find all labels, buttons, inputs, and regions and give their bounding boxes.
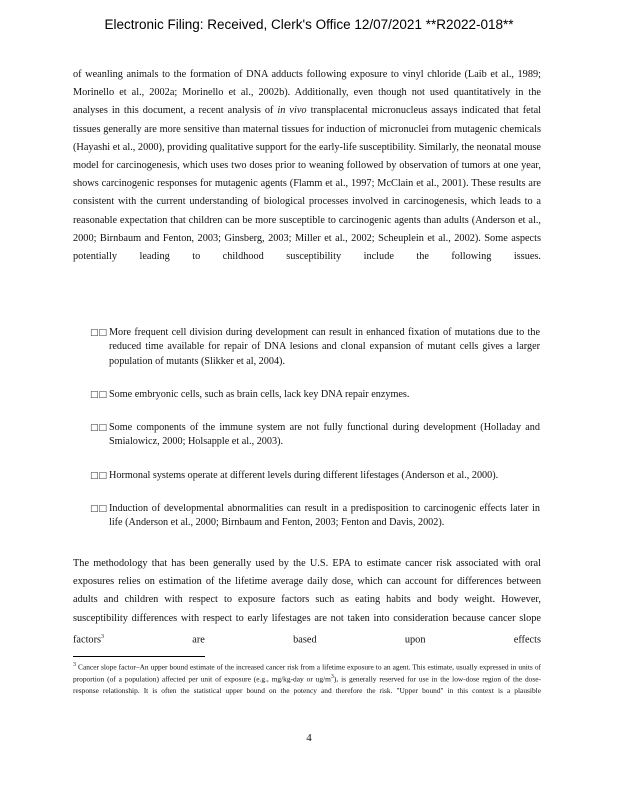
list-item xyxy=(90,421,540,450)
footnote xyxy=(73,660,541,696)
list-item-text: More frequent cell division during development can result in enhanced fixation of mutations due to the reduced time available for repair of DNA lesions and clonal expansion of mutant cells gives a larger population of mutants (Slikker et al, 2004). xyxy=(109,327,540,367)
footnote-superscript: 3 xyxy=(330,674,334,681)
bullet-glyph: □□ xyxy=(90,389,108,400)
paragraph-2 xyxy=(73,555,541,649)
bullet-glyph: □□ xyxy=(90,423,108,434)
paragraph-2-text: The methodology that has been generally used by the U.S. EPA to estimate cancer risk associated with oral exposures relies on estimation of the lifetime average daily dose, which can account for differences between adults and children with respect to exposure factors such as eating habits and body weight. However, susceptibility differences with respect to early lifestages are not taken into consideration because cancer slope factors xyxy=(73,558,541,646)
paragraph-1-text-b: transplacental micronucleus assays indicated that fetal tissues generally are more sensitive than maternal tissues for induction of micronuclei from mutagenic chemicals (Hayashi et al., 2000), providing qualitative support for the early-life susceptibility. Similarly, the neonatal mouse model for carcinogenesis, which uses two doses prior to weaning followed by observation of tumors at one year, shows carcinogenic responses for mutagenic agents (Flamm et al., 1997; McClain et al., 2001). These results are consistent with the current understanding of biological processes involved in carcinogenesis, which leads to a reasonable expectation that children can be more susceptible to carcinogenic agents than adults (Anderson et al., 2000; Birnbaum and Fenton, 2003; Ginsberg, 2003; Miller et al., 2002; Scheuplein et al., 2002). Some aspects potentially leading to childhood susceptibility include the following issues. xyxy=(73,105,542,263)
list-item-text: Hormonal systems operate at different levels during different lifestages (Anderson et al., 2000). xyxy=(109,469,499,481)
paragraph-1-italic: in vivo xyxy=(277,105,307,117)
list-item-text: Some components of the immune system are not fully functional during development (Holladay and Smialowicz, 2000; Holsapple et al., 2003). xyxy=(109,422,540,448)
paragraph-2-tail: are based upon effects xyxy=(104,634,541,646)
bullet-glyph: □□ xyxy=(90,470,108,481)
list-item-text: Induction of developmental abnormalities can result in a predisposition to carcinogenic effects later in life (Anderson et al., 2000; Birnbaum and Fenton, 2003; Fenton and Davis, 2002). xyxy=(109,503,540,529)
paragraph-1 xyxy=(73,66,541,266)
footnote-divider xyxy=(73,656,205,657)
list-item xyxy=(90,326,540,369)
bullet-glyph: □□ xyxy=(90,328,108,338)
page-number: 4 xyxy=(306,732,312,744)
list-item xyxy=(90,388,540,402)
filing-header: Electronic Filing: Received, Clerk's Office 12/07/2021 **R2022-018** xyxy=(104,17,514,32)
footnote-text-a: Cancer slope factor–An upper bound estimate of the increased cancer risk from a lifetime exposure to an agent. This estimate, usually expressed in units of proportion (of a population) affected per unit of exposure (e.g., mg/kg-day or ug/m xyxy=(73,662,541,684)
bullet-list xyxy=(90,326,540,550)
footnote-text-b: ), is generally reserved for use in the low-dose region of the dose-response relationship. It is often the statistical upper bound on the potency and therefore the risk. "Upper bound" in this context is a plausible xyxy=(73,674,541,695)
footnote-ref: 3 xyxy=(101,633,105,640)
paragraph-1-text-a: of weanling animals to the formation of DNA adducts following exposure to vinyl chloride (Laib et al., 1989; Morinello et al., 2002a; Morinello et al., 2002b). Additionally, even though not used quantitatively in the analyses in this document, a recent analysis of xyxy=(73,69,541,117)
bullet-glyph: □□ xyxy=(90,504,108,515)
list-item xyxy=(90,469,540,483)
footnote-number: 3 xyxy=(73,662,76,668)
list-item-text: Some embryonic cells, such as brain cells, lack key DNA repair enzymes. xyxy=(109,388,410,400)
list-item xyxy=(90,502,540,531)
